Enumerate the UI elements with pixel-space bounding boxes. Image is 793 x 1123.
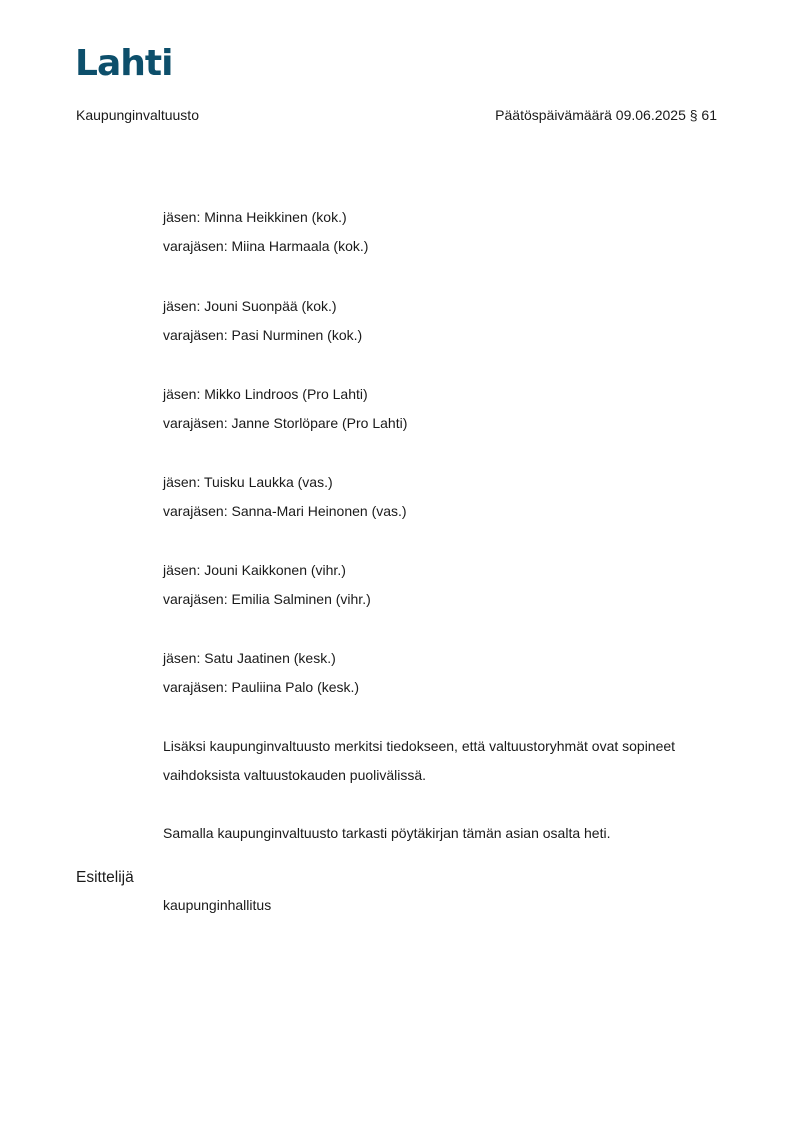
member-line: jäsen: Mikko Lindroos (Pro Lahti) (163, 386, 368, 402)
member-line: jäsen: Minna Heikkinen (kok.) (163, 209, 347, 225)
paragraph-line: Samalla kaupunginvaltuusto tarkasti pöytäkirjan tämän asian osalta heti. (163, 825, 611, 841)
deputy-line: varajäsen: Pauliina Palo (kesk.) (163, 679, 360, 695)
member-group-2 (163, 292, 733, 350)
paragraph-line: vaihdoksista valtuustokauden puolivälissä. (163, 767, 427, 783)
organ-name: Kaupunginvaltuusto (76, 107, 199, 123)
member-group-6 (163, 644, 733, 702)
paragraph-verification (163, 819, 733, 848)
member-line: jäsen: Satu Jaatinen (kesk.) (163, 650, 336, 666)
member-group-5 (163, 556, 733, 614)
member-line: jäsen: Jouni Kaikkonen (vihr.) (163, 562, 346, 578)
paragraph-line: Lisäksi kaupunginvaltuusto merkitsi tiedokseen, että valtuustoryhmät ovat sopineet (163, 738, 676, 754)
member-line: jäsen: Jouni Suonpää (kok.) (163, 298, 337, 314)
member-group-3 (163, 380, 733, 438)
member-group-4 (163, 468, 733, 526)
presenter-label: Esittelijä (76, 869, 134, 886)
deputy-line: varajäsen: Janne Storlöpare (Pro Lahti) (163, 415, 408, 431)
decision-date: Päätöspäivämäärä 09.06.2025 § 61 (495, 107, 717, 123)
deputy-line: varajäsen: Sanna-Mari Heinonen (vas.) (163, 503, 407, 519)
lahti-logo: Lahti (75, 43, 173, 84)
deputy-line: varajäsen: Miina Harmaala (kok.) (163, 238, 369, 254)
deputy-line: varajäsen: Pasi Nurminen (kok.) (163, 327, 363, 343)
member-line: jäsen: Tuisku Laukka (vas.) (163, 474, 333, 490)
deputy-line: varajäsen: Emilia Salminen (vihr.) (163, 591, 371, 607)
presenter-value: kaupunginhallitus (163, 897, 272, 913)
paragraph-additional (163, 732, 733, 790)
member-group-1 (163, 203, 733, 261)
